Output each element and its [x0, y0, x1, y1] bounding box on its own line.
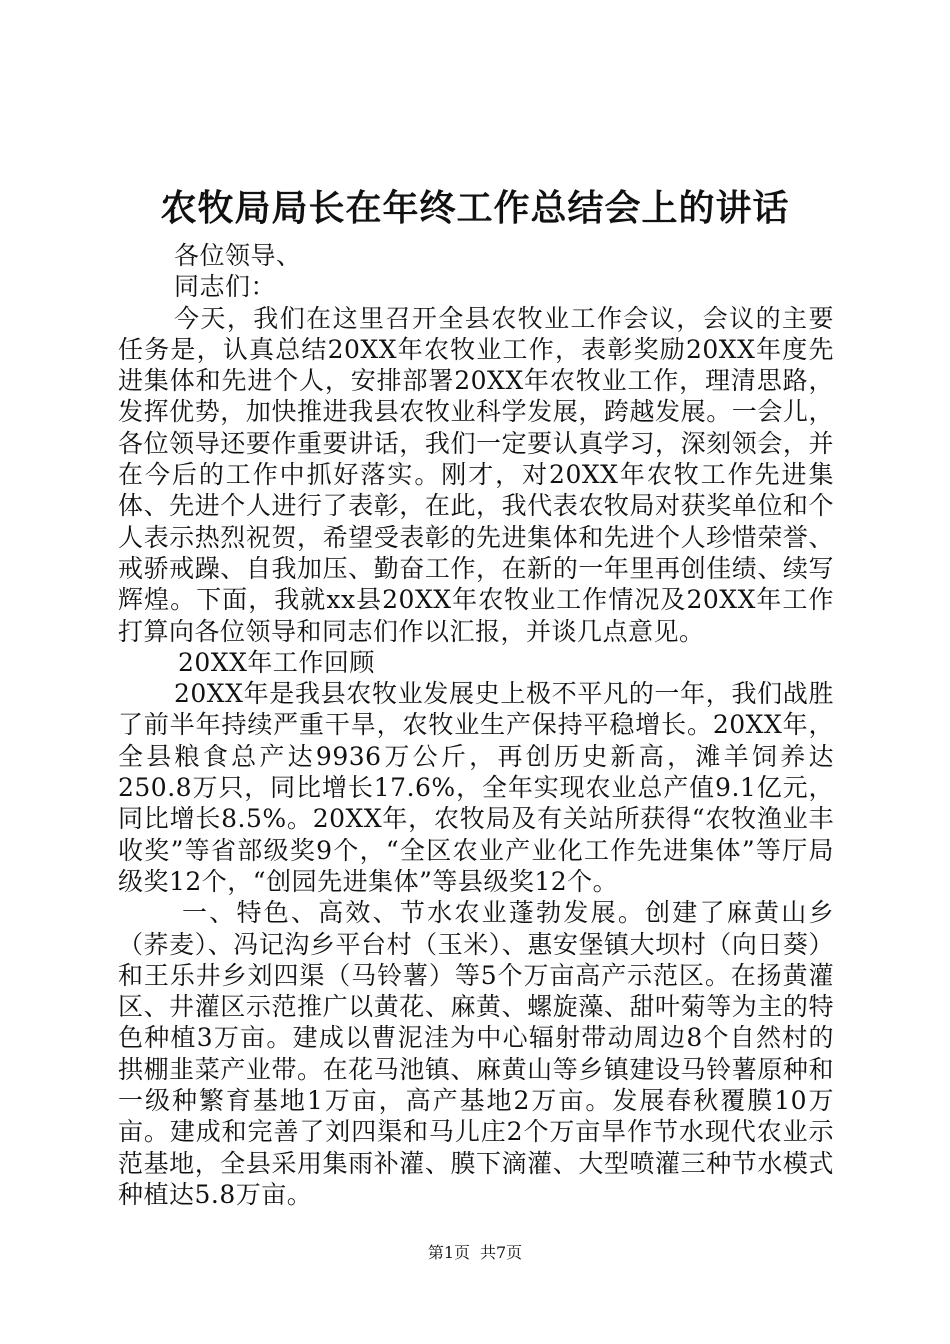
document-title: 农牧局局长在年终工作总结会上的讲话: [160, 187, 790, 229]
salutation-comrades: 同志们：: [174, 272, 277, 302]
document-body: [118, 240, 834, 1210]
salutation-leaders: 各位领导、: [174, 241, 302, 270]
agriculture-paragraph: 一、特色、高效、节水农业蓬勃发展。创建了麻黄山乡（荞麦）、冯记沟乡平台村（玉米）、惠安堡镇大坝村（向日葵）和王乐井乡刘四渠（马铃薯）等5个万亩高产示范区。在扬黄灌区、井灌区示范推广以黄花、麻黄、螺旋藻、甜叶菊等为主的特色种植3万亩。建成以曹泥洼为中心辐射带动周边8个自然村的拱棚韭菜产业带。在花马池镇、麻黄山等乡镇建设马铃薯原种和一级种繁育基地1万亩，高产基地2万亩。发展春秋覆膜10万亩。建成和完善了刘四渠和马儿庄2个万亩旱作节水现代农业示范基地，全县采用集雨补灌、膜下滴灌、大型喷灌三种节水模式种植达5.8万亩。: [118, 898, 834, 1209]
page-number: 第1页: [427, 1243, 470, 1262]
page-footer: [0, 1242, 950, 1264]
opening-paragraph: 今天，我们在这里召开全县农牧业工作会议，会议的主要任务是，认真总结20XX年农牧业工作，表彰奖励20XX年度先进集体和先进个人，安排部署20XX年农牧业工作，理清思路，发挥优势，加快推进我县农牧业科学发展，跨越发展。一会儿，各位领导还要作重要讲话，我们一定要认真学习，深刻领会，并在今后的工作中抓好落实。刚才，对20XX年农牧工作先进集体、先进个人进行了表彰，在此，我代表农牧局对获奖单位和个人表示热烈祝贺，希望受表彰的先进集体和先进个人珍惜荣誉、戒骄戒躁、自我加压、勤奋工作，在新的一年里再创佳绩、续写辉煌。下面，我就xx县20XX年农牧业工作情况及20XX年工作打算向各位领导和同志们作以汇报，并谈几点意见。: [118, 303, 834, 646]
section-heading: 20XX年工作回顾: [178, 647, 375, 677]
review-paragraph: 20XX年是我县农牧业发展史上极不平凡的一年，我们战胜了前半年持续严重干旱，农牧业生产保持平稳增长。20XX年，全县粮食总产达9936万公斤，再创历史新高，滩羊饲养达250.8万只，同比增长17.6%，全年实现农业总产值9.1亿元，同比增长8.5%。20XX年，农牧局及有关站所获得“农牧渔业丰收奖”等省部级奖9个，“全区农业产业化工作先进集体”等厅局级奖12个，“创园先进集体”等县级奖12个。: [118, 679, 834, 896]
page-total: 共7页: [480, 1243, 523, 1262]
